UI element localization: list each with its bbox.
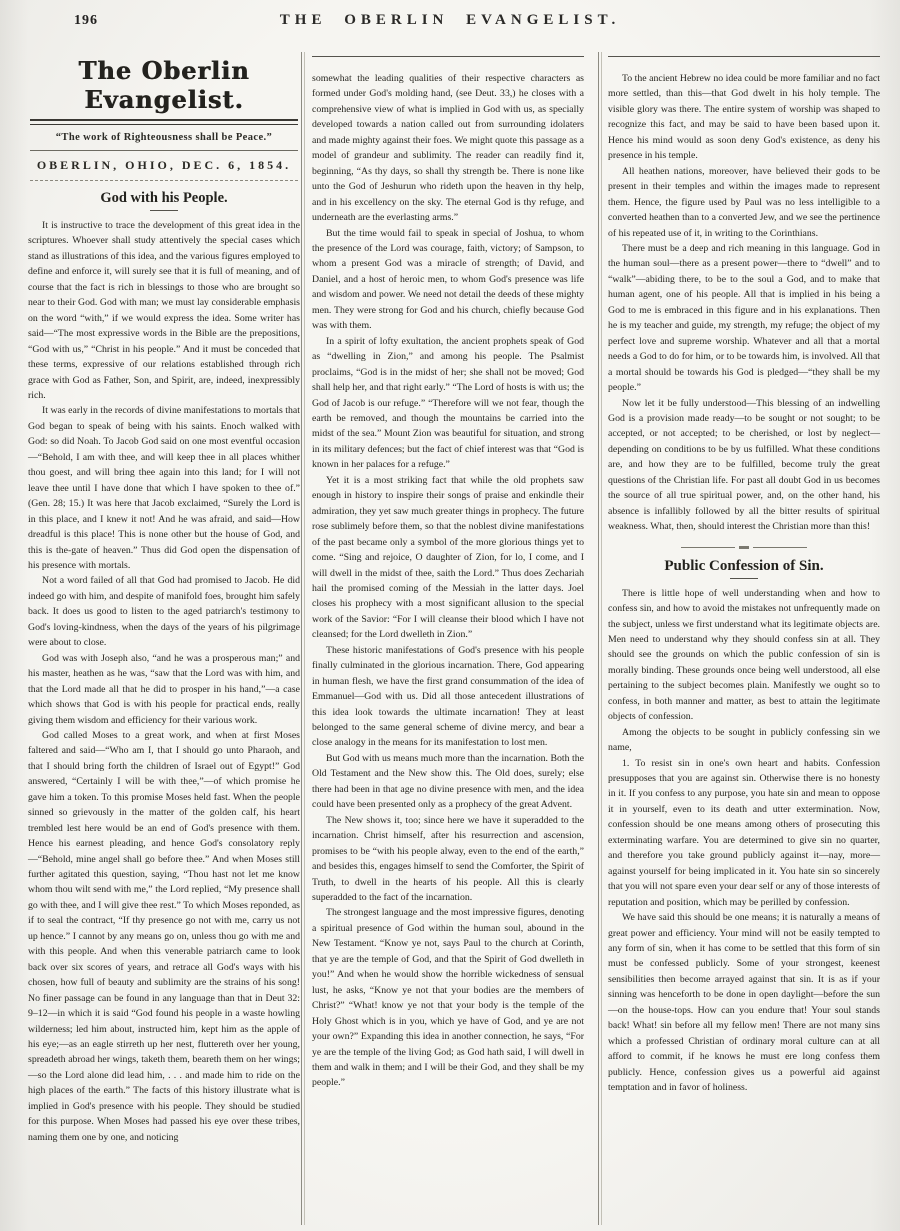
- article2-paragraph: 1. To resist sin in one's own heart and habits. Confession presupposes that you are against sin. Otherwise there is no honesty in it. If you confess to any purpose, you hate sin and mean to oppose it in yourself, even to its death and utter extermination. Now, confession should be one means among others of prosecuting this exterminating warfare. You are determined to give sin no quarter, and therefore you take ground publicly against it—nay, more—against yourself for being implicated in it. You hate sin so sincerely that you will not spare even your dear self or any of those interests of reputation and position, which may be perilled by confession.: [608, 757, 880, 908]
- column-1: [28, 54, 300, 1145]
- article1-title: God with his People.: [100, 190, 228, 206]
- article1-paragraph: God was with Joseph also, “and he was a prosperous man;” and his master, heathen as he was, “saw that the Lord was with him, and that the Lord made all that he did to prosper in his hand,”—a case which shows that God is with his people for practical ends, really giving them wisdom and efficiency for their various work.: [28, 652, 300, 726]
- article1-paragraph: To the ancient Hebrew no idea could be more familiar and no fact more settled, than this—that God dwelt in his holy temple. The visible glory was there. The entire system of worship was shaped to recognize this fact, and may be said to have been based upon it. Hence his mind would as soon deny God's existence, as deny his presence in his temple.: [608, 73, 880, 162]
- article1-paragraph: There must be a deep and rich meaning in this language. God in the human soul—there as a present power—there to “dwell” and to “walk”—abiding there, to be to the soul a God, and to make that human agent, one of his people. All that is implied in his being a God to me is embraced in this figure and in his explanations. Then he is my teacher and guide, my strength, my refuge; the object of my perfect love and supreme worship. Whatever and all that a mortal needs a God to do for him, or to be towards him, is involved. All that a mortal should be towards his God is pledged—“they shall be my people.”: [608, 242, 880, 394]
- dateline: OBERLIN, OHIO, DEC. 6, 1854.: [36, 158, 292, 172]
- article1-paragraph-continued: somewhat the leading qualities of their respective characters as formed under God's molding hand, (see Deut. 33,) he closes with a comprehensive view of what is implied in God with us, as specially developed towards a nation called out from surrounding idolaters and made mighty against their foes. We might quote this passage as a model of grandeur and sublimity. The reader can readily find it, beginning, “As thy days, so shall thy strength be. There is none like unto the God of Jeshurun who rideth upon the heaven in thy help, and in his excellency on the sky. The eternal God is thy refuge, and underneath are the everlasting arms.”: [312, 73, 584, 224]
- column-divider-right: [598, 52, 599, 1225]
- article1-paragraph: The strongest language and the most impressive figures, denoting a spiritual presence of God within the human soul, abound in the New Testament. “Know ye not, says Paul to the church at Corinth, that ye are the temple of God, and that the Spirit of God dwelleth in you!” And when he would show the horrible wickedness of sensual lust, he asks, “Know ye not that your bodies are the members of Christ?” “What! know ye not that your body is the temple of the Holy Ghost which is in you, which ye have of God, and ye are not your own?” Expanding this idea in another connection, he says, “For ye are the temple of the living God; as God hath said, I will dwell in them and walk in them; and I will be their God, and they shall be my people.”: [312, 907, 584, 1089]
- article1-paragraph: The New shows it, too; since here we have it superadded to the incarnation. Christ himself, after his resurrection and ascension, promises to be “with his people alway, even to the end of the earth,” and besides this, engages himself to send the Comforter, the Spirit of Truth, to dwell in the hearts of his people. All this is clearly superadded to the fact of the incarnation.: [312, 814, 584, 904]
- masthead-motto: “The work of Righteousness shall be Peace.”: [55, 132, 273, 143]
- article1-paragraph: Yet it is a most striking fact that while the old prophets saw enough in history to inspire their songs of praise and enkindle their admiration, they yet saw much greater things in prophecy. The future rose sublimely before them, so that the noblest divine manifestations of the past became only a symbol of the more glorious things yet to come. “Sing and rejoice, O daughter of Zion, for lo, I come, and I will dwell in the midst of thee, saith the Lord.” Thus does Zechariah hail the promised coming of the Messiah in the latter days. Joel closes his prophecy with a most significant allusion to the special work of the Savior: “For I will cleanse their blood which I have not cleansed; for the Lord dwelleth in Zion.”: [312, 474, 584, 641]
- article2-title-rule: [730, 578, 758, 579]
- page-header: [0, 10, 900, 40]
- column-2: [312, 56, 584, 1091]
- column-divider-left: [301, 52, 302, 1225]
- separator-line: [753, 547, 807, 548]
- separator-line: [681, 547, 735, 548]
- masthead-rule-1: [30, 150, 298, 151]
- article1-paragraph: All heathen nations, moreover, have believed their gods to be present in their temples and within the images made to represent them. Hence, the figure used by Paul was no less intelligible to a converted heathen than to a converted Jew, and we see the pertinence of his repeated use of it, in writing to the Corinthians.: [608, 165, 880, 239]
- article1-paragraph: It is instructive to trace the development of this great idea in the scriptures. Whoever shall study attentively the special cases which stand as illustrations of this idea, and the various figures employed to define and enforce it, will surely see that it is full of meaning, and of course that the fact is rich in blessings to those who are brought so near to their God. God with man; we must lay considerable emphasis on the word “with,” if we would express the idea. Some writer has said—“The most expressive words in the Bible are the prepositions, “God with us,” “Christ in his people.” And it must be conceded that these terms, expressive of our relations established through rich grace with God as Father, Son, and Spirit, are, indeed, inexpressibly rich.: [28, 220, 300, 401]
- article1-title-rule: [150, 210, 178, 211]
- article1-paragraph: But the time would fail to speak in special of Joshua, to whom the presence of the Lord was courage, faith, victory; of Sampson, to whom a present God was a miracle of strength; of David, and Daniel, and a host of heroic men, to whom God's presence was life and wisdom and power. We need not detail the deeds of these mighty men. They were strong for God and his church, chiefly because God was with them.: [312, 227, 584, 332]
- article-separator: [608, 546, 880, 549]
- column-3: [608, 56, 880, 1096]
- column-divider-right-shadow: [601, 52, 602, 1225]
- masthead-rule-2: [30, 180, 298, 181]
- article1-paragraph: But God with us means much more than the incarnation. Both the Old Testament and the New show this. The Old does, surely; else there had been in that age no divine presence with men, and the idea could have been presented only as a prophecy of the great Advent.: [312, 752, 584, 811]
- masthead-double-rule: [30, 119, 298, 125]
- article1-paragraph: God called Moses to a great work, and when at first Moses faltered and said—“Who am I, that I should go unto Pharaoh, and that I should bring forth the children of Israel out of Egypt!” God answered, “Certainly I will be with thee,”—of which promise he gave him a token. To this promise Moses held fast. When the people sinned so grievously in the matter of the golden calf, his heart trembled lest here would be an end of God's presence with them. Hence his earnest pleading, and hence God's consolatory reply—“Behold, mine angel shall go before thee.” And when Moses still further agitated this question, saying, “Thou hast not let me know whom thou wilt send with me,” the Lord replied, “My presence shall go with thee, and I will give thee rest.” To which Moses reponded, as if to seal the contract, “If thy presence go not with me, carry us not up hence.” I cannot by any means go on, unless thou go with me and with this people. And when this venerable patriarch came to look back over six scores of years, and retrace all God's ways with his chosen, how full of beauty and sublimity are the strains of his song! No finer passage can be found in any language than that in Deut 32: 9–12—in which it is said “God found his people in a waste howling wilderness; led him about, instructed him, kept him as the apple of his eye;—as an eagle stirreth up her nest, fluttereth over her young, spreadeth abroad her wings, taketh them, beareth them on her wings;—so the Lord alone did lead him, . . . and made him to ride on the high places of the earth.” The facts of this history illustrate what is implied in God's presence with his people. They should be studied for this purpose. When Moses had passed his eye over these tribes, naming them one by one, and noticing: [28, 729, 300, 1143]
- article2-paragraph: There is little hope of well understanding when and how to confess sin, and how to avoid the mistakes not unfrequently made on the subject, unless we first understand what its legitimate objects are. Men need to understand why they should confess sin at all. They should see the grounds on which the public confession of sin is morally binding. These grounds once being well understood, all else pertaining to the subject becomes plain. Manifestly we ought so to confess, in both manner and matter, as best to attain the legitimate objects of confession.: [608, 587, 880, 723]
- article2-paragraph: We have said this should be one means; it is naturally a means of great power and efficiency. Your mind will not be easily tempted to any form of sin, when it has come to be settled that this form of sin must be confessed publicly. Some of your strongest, keenest sensibilities then become arrayed against that sin. It is as if your sinning was henceforth to be done in open daylight—before the sun—on the house-tops. How can you endure that! Your soul stands back! What! sin before all my fellow men! There are not many sins which a professed Christian of ordinary moral culture can at all afford to commit, if he knows he must ere long confess them publicly. Hence, confession gives us a powerful aid against temptation and in favor of holiness.: [608, 912, 880, 1094]
- article1-paragraph: It was early in the records of divine manifestations to mortals that God began to speak of being with his saints. Enoch walked with God: so did Noah. To Jacob God said on one most eventful occasion—“Behold, I am with thee, and will keep thee in all places whither thou goest, and will bring thee again into this land; for I will not leave thee until I have done that which I have spoken to thee of.” (Gen. 28; 15.) It was here that Jacob exclaimed, “Surely the Lord is in this place, and I knew it not! And he was afraid, and said—How dreadful is this place! This is none other but the house of God, and this is the-gate of heaven.” Thus did God open the dispensation of his presence with mortals.: [28, 405, 300, 571]
- newspaper-running-title: THE OBERLIN EVANGELIST.: [279, 12, 621, 28]
- article2-paragraph: Among the objects to be sought in publicly confessing sin we name,: [608, 726, 880, 754]
- column-divider-left-shadow: [304, 52, 305, 1225]
- separator-ornament: [739, 546, 749, 549]
- page-number: 196: [74, 13, 98, 28]
- article1-paragraph: Not a word failed of all that God had promised to Jacob. He did indeed go with him, and despite of manifold foes, brought him safely back. It does us good to listen to the aged patriarch's testimony to God's loving-kindness, when the days of the years of his pilgrimage were about to close.: [28, 575, 300, 649]
- article2-title: Public Confession of Sin.: [664, 557, 824, 574]
- masthead-title: The Oberlin Evangelist.: [78, 56, 250, 114]
- article1-paragraph: In a spirit of lofty exultation, the ancient prophets speak of God as “dwelling in Zion,” and among his people. The Psalmist proclaims, “God is in the midst of her; she shall not be moved; God shall help her, and that right early.” “The Lord of hosts is with us; the God of Jacob is our refuge.” “Therefore will we not fear, though the earth be removed, and though the mountains be carried into the midst of the sea.” Mount Zion was beautiful for situation, and strong in its military defences; but the fact of chief interest was that “God is known in her palaces for a refuge.”: [312, 335, 584, 471]
- article1-paragraph: Now let it be fully understood—This blessing of an indwelling God is a provision made ready—to be sought or not sought; to be accepted, or not accepted; to be cherished, or lost by neglect—depending on conditions to be by us fulfilled. What these conditions are, and how they are to be fulfilled, become truly the great questions of the Christian life. For past all doubt God in us becomes the source of all true spiritual power, and, on the other hand, his absence is infallibly followed by all the bitter results of spiritual weakness. What, then, should interest the Christian more than this!: [608, 397, 880, 533]
- article1-paragraph: These historic manifestations of God's presence with his people finally culminated in the glorious incarnation. There, God appearing in human flesh, we have the first grand consummation of the idea of Emmanuel—God with us. Did all those antecedent illustrations of this idea look towards the ultimate incarnation! They at least belonged to the same general scheme of divine mercy, and bear a close analogy in the means for its manifestation to lost men.: [312, 644, 584, 749]
